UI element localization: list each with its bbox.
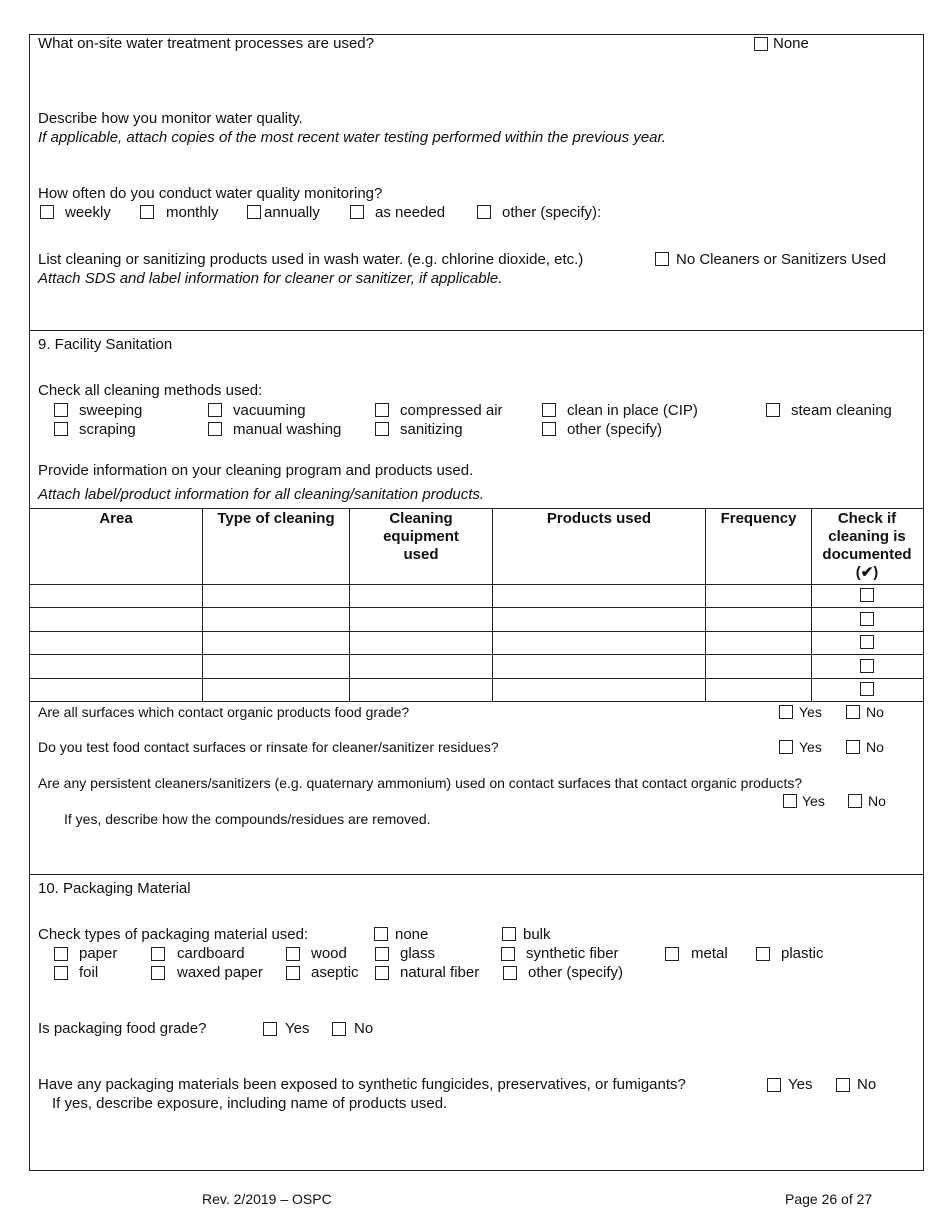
none-packaging-label: none (395, 926, 429, 943)
as-needed-checkbox[interactable] (350, 205, 364, 219)
other-frequency-label: other (specify): (502, 204, 602, 221)
aseptic-label: aseptic (311, 964, 359, 981)
manual-washing-label: manual washing (233, 421, 342, 438)
sanitizing-label: sanitizing (400, 421, 463, 438)
waxed-paper-label: waxed paper (177, 964, 263, 981)
exposed-no-label: No (857, 1076, 877, 1093)
residue-yes-checkbox[interactable] (779, 740, 793, 754)
metal-checkbox[interactable] (665, 947, 679, 961)
exposed-yes-label: Yes (788, 1076, 813, 1093)
persistent-no-label: No (868, 793, 886, 809)
other-frequency-checkbox[interactable] (477, 205, 491, 219)
residue-no-label: No (866, 739, 884, 755)
paper-checkbox[interactable] (54, 947, 68, 961)
plastic-checkbox[interactable] (756, 947, 770, 961)
aseptic-checkbox[interactable] (286, 966, 300, 980)
vacuuming-checkbox[interactable] (208, 403, 222, 417)
col-documented-header: Check if cleaning is documented (✔) (822, 510, 912, 581)
vacuuming-label: vacuuming (233, 402, 306, 419)
wood-checkbox[interactable] (286, 947, 300, 961)
other-method-label: other (specify) (567, 421, 663, 438)
scraping-label: scraping (79, 421, 136, 438)
sds-note: Attach SDS and label information for cleaner or sanitizer, if applicable. (38, 270, 503, 287)
natural-fiber-checkbox[interactable] (375, 966, 389, 980)
cip-checkbox[interactable] (542, 403, 556, 417)
sweeping-checkbox[interactable] (54, 403, 68, 417)
exposed-yes-checkbox[interactable] (767, 1078, 781, 1092)
packaging-food-grade-no-label: No (354, 1020, 374, 1037)
residue-no-checkbox[interactable] (846, 740, 860, 754)
exposed-no-checkbox[interactable] (836, 1078, 850, 1092)
wash-products-question: List cleaning or sanitizing products used in wash water. (e.g. chlorine dioxide, etc.) (38, 251, 584, 268)
other-packaging-checkbox[interactable] (503, 966, 517, 980)
row1-documented-checkbox[interactable] (860, 588, 874, 602)
persistent-yes-label: Yes (802, 793, 825, 809)
none-packaging-checkbox[interactable] (374, 927, 388, 941)
synthetic-fiber-checkbox[interactable] (501, 947, 515, 961)
compressed-air-label: compressed air (400, 402, 503, 419)
cardboard-label: cardboard (177, 945, 245, 962)
scraping-checkbox[interactable] (54, 422, 68, 436)
food-grade-yes-checkbox[interactable] (779, 705, 793, 719)
packaging-food-grade-no-checkbox[interactable] (332, 1022, 346, 1036)
other-packaging-label: other (specify) (528, 964, 624, 981)
exposed-followup: If yes, describe exposure, including name of products used. (52, 1095, 448, 1112)
as-needed-label: as needed (375, 204, 446, 221)
manual-washing-checkbox[interactable] (208, 422, 222, 436)
bulk-checkbox[interactable] (502, 927, 516, 941)
footer-page-number: Page 26 of 27 (785, 1191, 873, 1207)
persistent-yes-checkbox[interactable] (783, 794, 797, 808)
residue-test-question: Do you test food contact surfaces or rinsate for cleaner/sanitizer residues? (38, 739, 499, 755)
glass-checkbox[interactable] (375, 947, 389, 961)
sanitizing-checkbox[interactable] (375, 422, 389, 436)
residue-yes-label: Yes (799, 739, 822, 755)
annually-label: annually (264, 204, 320, 221)
row3-documented-checkbox[interactable] (860, 635, 874, 649)
packaging-heading: 10. Packaging Material (38, 880, 191, 897)
none-checkbox[interactable] (754, 37, 768, 51)
paper-label: paper (79, 945, 118, 962)
none-label: None (773, 35, 809, 52)
monthly-checkbox[interactable] (140, 205, 154, 219)
weekly-label: weekly (65, 204, 111, 221)
monitor-question: Describe how you monitor water quality. (38, 110, 303, 127)
program-prompt: Provide information on your cleaning program and products used. (38, 462, 474, 479)
monthly-label: monthly (166, 204, 219, 221)
metal-label: metal (691, 945, 728, 962)
cip-label: clean in place (CIP) (567, 402, 698, 419)
water-treatment-question: What on-site water treatment processes are used? (38, 35, 374, 52)
col-area-header: Area (99, 510, 133, 527)
persistent-followup: If yes, describe how the compounds/residues are removed. (64, 811, 431, 827)
packaging-food-grade-yes-checkbox[interactable] (263, 1022, 277, 1036)
glass-label: glass (400, 945, 436, 962)
no-cleaners-checkbox[interactable] (655, 252, 669, 266)
annually-checkbox[interactable] (247, 205, 261, 219)
natural-fiber-label: natural fiber (400, 964, 480, 981)
row4-documented-checkbox[interactable] (860, 659, 874, 673)
steam-cleaning-label: steam cleaning (791, 402, 892, 419)
foil-label: foil (79, 964, 99, 981)
cardboard-checkbox[interactable] (151, 947, 165, 961)
waxed-paper-checkbox[interactable] (151, 966, 165, 980)
col-equipment-header: Cleaning equipment used (383, 510, 459, 563)
food-grade-surfaces-question: Are all surfaces which contact organic products food grade? (38, 704, 410, 720)
plastic-label: plastic (781, 945, 824, 962)
persistent-cleaners-question: Are any persistent cleaners/sanitizers (e.g. quaternary ammonium) used on contact surfaces that contact organic products? (38, 775, 803, 791)
packaging-exposed-question: Have any packaging materials been exposed to synthetic fungicides, preservatives, or fumigants? (38, 1076, 686, 1093)
sanitation-heading: 9. Facility Sanitation (38, 336, 173, 353)
food-grade-no-label: No (866, 704, 884, 720)
other-method-checkbox[interactable] (542, 422, 556, 436)
weekly-checkbox[interactable] (40, 205, 54, 219)
packaging-types-question: Check types of packaging material used: (38, 926, 309, 943)
col-products-header: Products used (546, 510, 652, 527)
methods-question: Check all cleaning methods used: (38, 382, 263, 399)
foil-checkbox[interactable] (54, 966, 68, 980)
compressed-air-checkbox[interactable] (375, 403, 389, 417)
row5-documented-checkbox[interactable] (860, 682, 874, 696)
bulk-label: bulk (523, 926, 551, 943)
sweeping-label: sweeping (79, 402, 143, 419)
food-grade-yes-label: Yes (799, 704, 822, 720)
col-frequency-header: Frequency (720, 510, 797, 527)
persistent-no-checkbox[interactable] (848, 794, 862, 808)
packaging-food-grade-yes-label: Yes (285, 1020, 310, 1037)
col-type-header: Type of cleaning (217, 510, 335, 527)
row2-documented-checkbox[interactable] (860, 612, 874, 626)
no-cleaners-label: No Cleaners or Sanitizers Used (676, 251, 887, 268)
food-grade-no-checkbox[interactable] (846, 705, 860, 719)
wood-label: wood (311, 945, 347, 962)
packaging-food-grade-question: Is packaging food grade? (38, 1020, 207, 1037)
steam-cleaning-checkbox[interactable] (766, 403, 780, 417)
frequency-question: How often do you conduct water quality monitoring? (38, 185, 383, 202)
footer-revision: Rev. 2/2019 – OSPC (202, 1191, 332, 1207)
program-note: Attach label/product information for all cleaning/sanitation products. (38, 486, 485, 503)
synthetic-fiber-label: synthetic fiber (526, 945, 619, 962)
monitor-note: If applicable, attach copies of the most recent water testing performed within the previous year. (38, 129, 667, 146)
